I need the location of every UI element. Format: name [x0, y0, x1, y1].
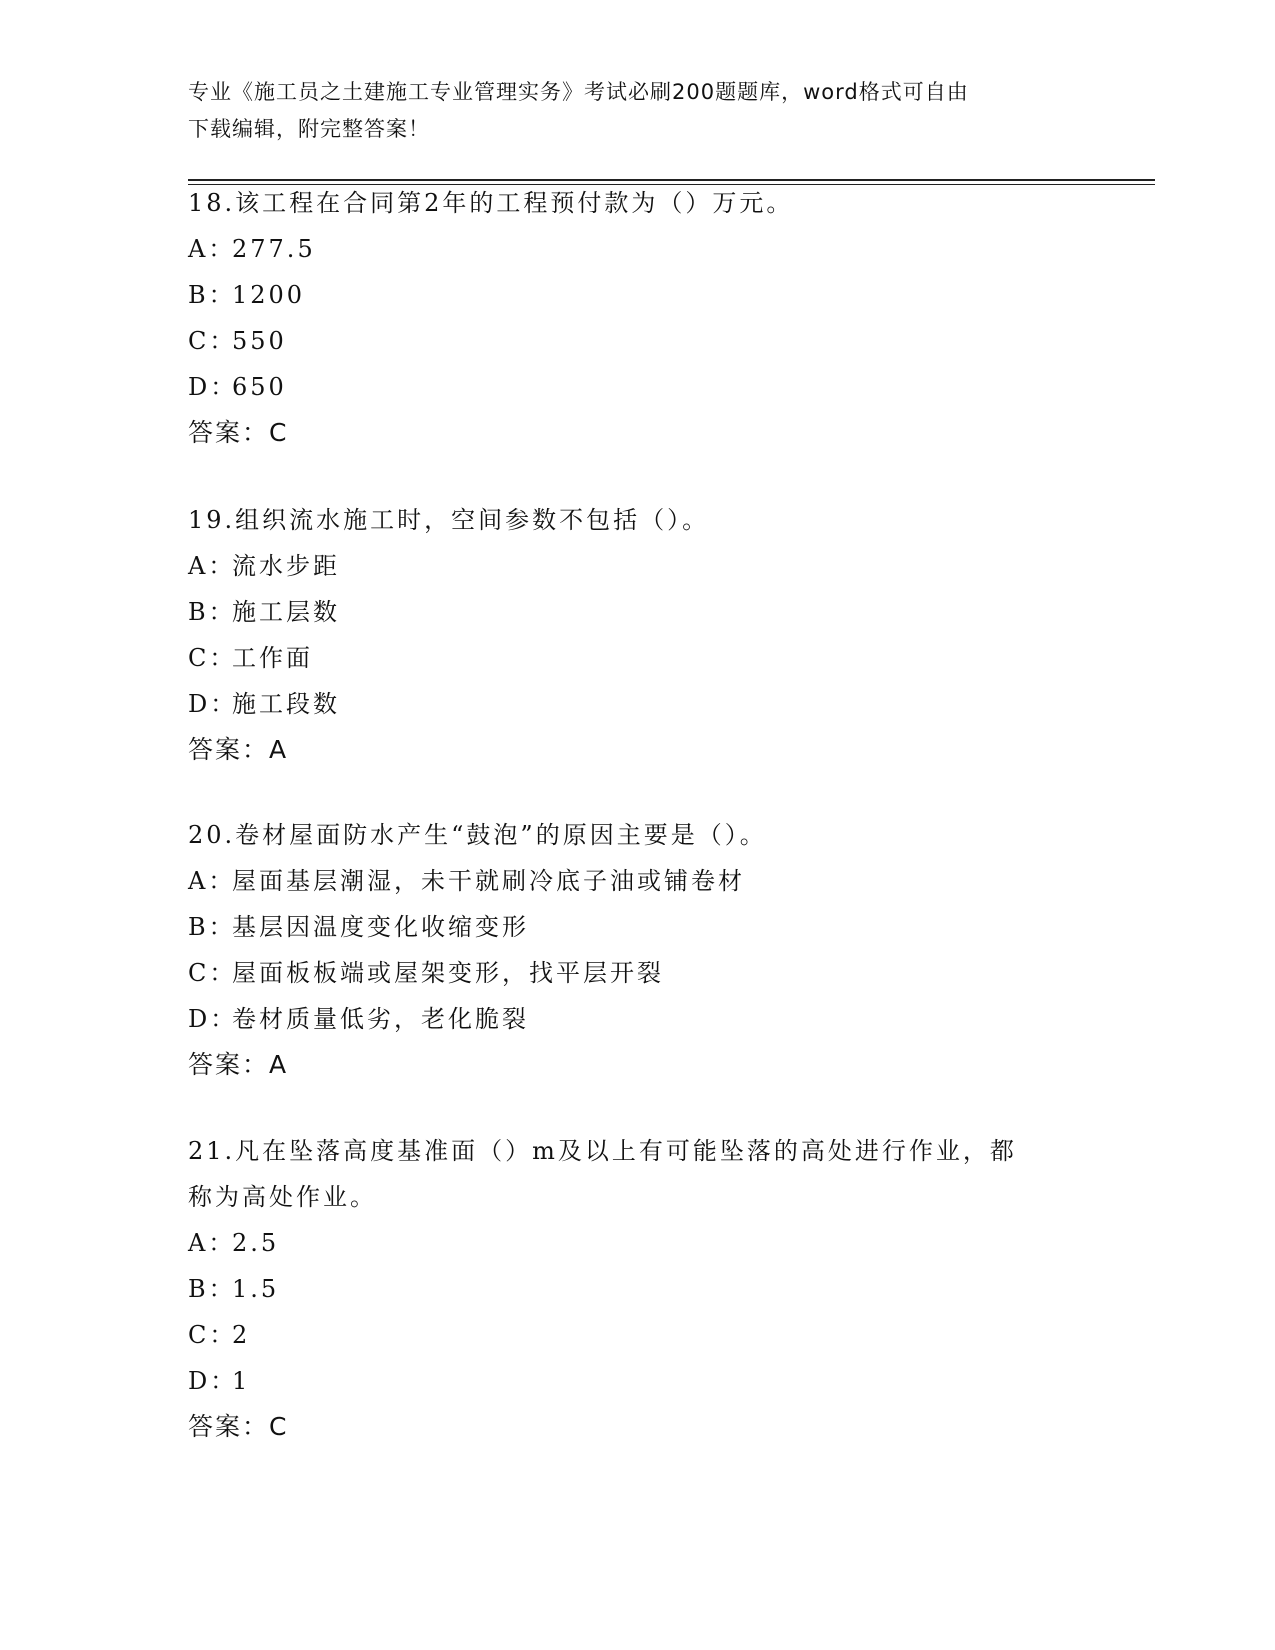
answer-line: 答案：A: [188, 1050, 289, 1079]
option-d: [188, 681, 1088, 727]
option-a: [188, 226, 1088, 272]
option-text: 277.5: [232, 235, 316, 263]
option-c: [188, 635, 1088, 681]
option-text: 650: [232, 373, 287, 401]
option-d: [188, 364, 1088, 410]
option-key: A：: [188, 867, 236, 895]
option-text: 1: [232, 1367, 251, 1395]
option-key: C：: [188, 327, 237, 355]
option-text: 工作面: [232, 644, 313, 672]
header-line-1: 专业《施工员之土建施工专业管理实务》考试必刷200题题库，word格式可自由: [188, 80, 969, 104]
option-text: 施工段数: [232, 690, 340, 718]
option-key: B：: [188, 598, 236, 626]
option-text: 屋面基层潮湿，未干就刷冷底子油或铺卷材: [232, 867, 745, 895]
option-c: [188, 1312, 1088, 1358]
question-stem: 20.卷材屋面防水产生“鼓泡”的原因主要是（）。: [188, 821, 767, 849]
option-b: [188, 904, 1088, 950]
question-19: [188, 497, 1088, 773]
option-key: B：: [188, 913, 236, 941]
question-21: [188, 1128, 1088, 1450]
option-text: 屋面板板端或屋架变形，找平层开裂: [232, 959, 664, 987]
answer-line: 答案：A: [188, 735, 289, 764]
option-a: [188, 858, 1088, 904]
option-text: 550: [232, 327, 287, 355]
header-line-2: 下载编辑，附完整答案！: [188, 117, 430, 141]
option-text: 2: [232, 1321, 251, 1349]
option-key: A：: [188, 235, 236, 263]
option-key: A：: [188, 1229, 236, 1257]
option-text: 卷材质量低劣，老化脆裂: [232, 1005, 529, 1033]
option-key: C：: [188, 1321, 237, 1349]
answer-line: 答案：C: [188, 418, 289, 447]
option-a: [188, 1220, 1088, 1266]
answer-line: 答案：C: [188, 1412, 289, 1441]
option-text: 流水步距: [232, 552, 340, 580]
option-key: B：: [188, 1275, 236, 1303]
option-key: D：: [188, 690, 238, 718]
option-key: D：: [188, 373, 238, 401]
option-d: [188, 996, 1088, 1042]
question-stem: 18.该工程在合同第2年的工程预付款为（）万元。: [188, 189, 794, 217]
option-key: C：: [188, 959, 237, 987]
question-stem: 21.凡在坠落高度基准面（）m及以上有可能坠落的高处进行作业，都: [188, 1137, 1017, 1165]
question-stem: 19.组织流水施工时，空间参数不包括（）。: [188, 506, 710, 534]
option-text: 1200: [232, 281, 306, 309]
option-c: [188, 950, 1088, 996]
option-key: D：: [188, 1367, 238, 1395]
option-key: C：: [188, 644, 237, 672]
question-stem-continued: 称为高处作业。: [188, 1183, 377, 1211]
option-c: [188, 318, 1088, 364]
option-key: D：: [188, 1005, 238, 1033]
option-b: [188, 272, 1088, 318]
option-d: [188, 1358, 1088, 1404]
option-a: [188, 543, 1088, 589]
option-text: 1.5: [232, 1275, 280, 1303]
option-key: A：: [188, 552, 236, 580]
option-key: B：: [188, 281, 236, 309]
question-18: [188, 180, 1088, 456]
option-b: [188, 1266, 1088, 1312]
option-b: [188, 589, 1088, 635]
option-text: 基层因温度变化收缩变形: [232, 913, 529, 941]
document-header: [188, 74, 1088, 148]
option-text: 施工层数: [232, 598, 340, 626]
option-text: 2.5: [232, 1229, 280, 1257]
question-20: [188, 812, 1088, 1088]
